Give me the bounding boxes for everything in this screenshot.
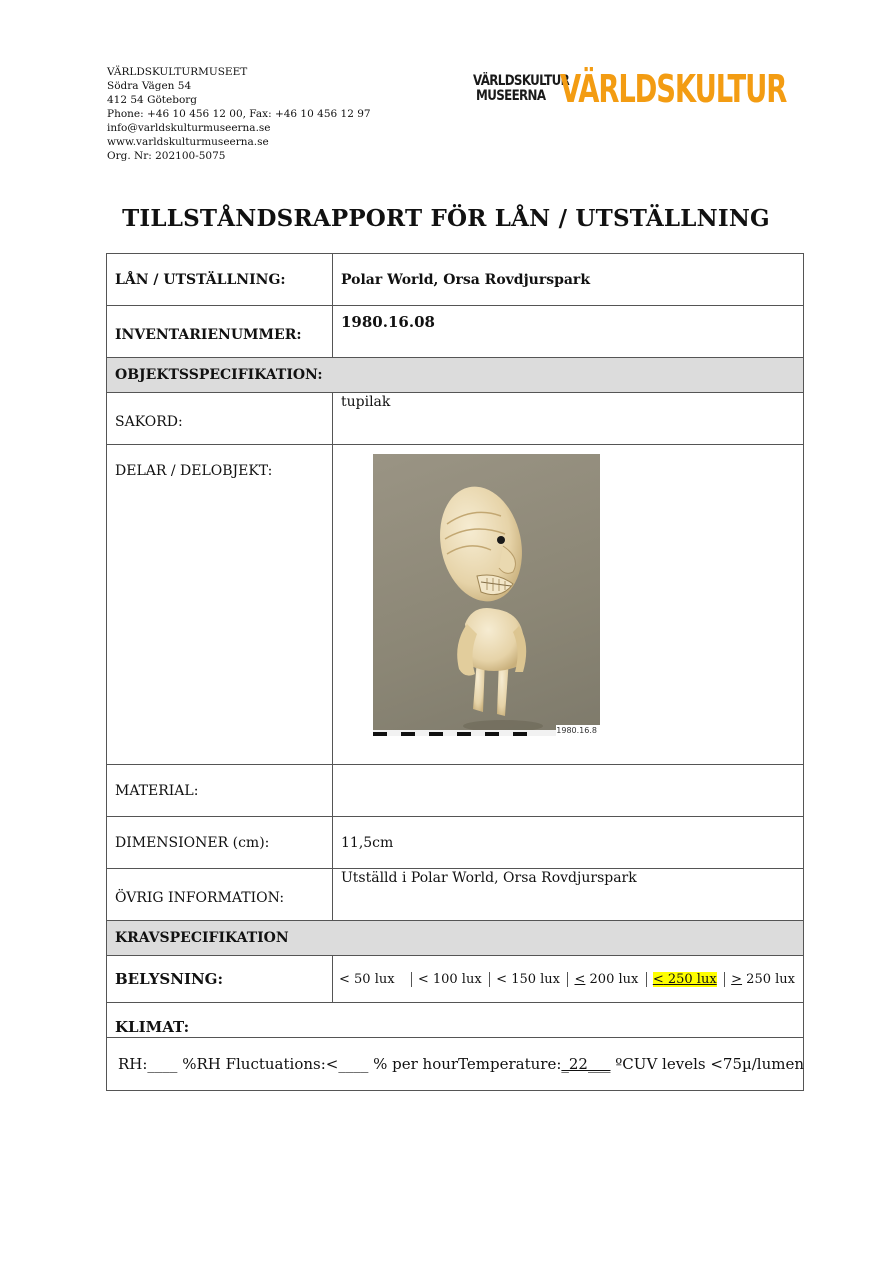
material-row [107, 765, 804, 817]
dimensions-row [107, 817, 804, 869]
condition-report-table [106, 253, 804, 1091]
requirements-section [107, 921, 804, 956]
inventory-value: 1980.16.08 [333, 306, 804, 358]
inventory-label: INVENTARIENUMMER: [107, 306, 333, 358]
lux-option-0[interactable]: < 50 lux [333, 972, 411, 987]
other-info-value: Utställd i Polar World, Orsa Rovdjurspark [333, 869, 804, 921]
inventory-row [107, 306, 804, 358]
lighting-row [107, 956, 804, 1003]
lux-option-5[interactable]: > 250 lux [731, 971, 795, 987]
climate-heading-row [107, 1003, 804, 1038]
museum-logo [473, 68, 874, 110]
sakord-label: SAKORD: [107, 393, 333, 445]
org-city: 412 54 Göteborg [107, 94, 198, 106]
parts-image-cell [333, 445, 804, 765]
sakord-row [107, 393, 804, 445]
temperature-field[interactable]: Temperature:_22___ ºC [458, 1055, 634, 1073]
org-number: Org. Nr: 202100-5075 [107, 150, 226, 162]
uv-levels-field: UV levels <75µ/lumen [633, 1055, 805, 1073]
lux-option-3[interactable]: < 200 lux [568, 972, 646, 987]
climate-label: KLIMAT: [107, 1003, 804, 1038]
tupilak-figure-image [373, 454, 600, 736]
rh-fluctuation-field[interactable]: RH Fluctuations:<____ % per hour [196, 1055, 459, 1073]
temperature-value: _22___ [561, 1055, 611, 1073]
org-phone: Phone: +46 10 456 12 00, Fax: +46 10 456 12 97 [107, 108, 371, 120]
requirements-heading: KRAVSPECIFIKATION [107, 921, 804, 956]
org-street: Södra Vägen 54 [107, 80, 192, 92]
other-info-label: ÖVRIG INFORMATION: [107, 869, 333, 921]
parts-label: DELAR / DELOBJEKT: [107, 445, 333, 765]
loan-value: Polar World, Orsa Rovdjurspark [333, 254, 804, 306]
page-title: TILLSTÅNDSRAPPORT FÖR LÅN / UTSTÄLLNING [122, 205, 770, 232]
lighting-options-cell [333, 956, 804, 1003]
other-info-row [107, 869, 804, 921]
loan-row [107, 254, 804, 306]
logo-big-text: VÄRLDSKULTUR [560, 67, 787, 111]
material-label: MATERIAL: [107, 765, 333, 817]
organization-address [107, 65, 371, 163]
dimensions-value: 11,5cm [333, 817, 804, 869]
lux-option-4[interactable]: < 250 lux [646, 972, 724, 987]
org-email[interactable]: info@varldskulturmuseerna.se [107, 122, 271, 134]
logo-small-text: VÄRLDSKULTUR MUSEERNA [473, 73, 570, 104]
climate-values-cell [107, 1038, 804, 1091]
climate-values-row [107, 1038, 804, 1091]
lux-option-1[interactable]: < 100 lux [411, 972, 489, 987]
dimensions-label: DIMENSIONER (cm): [107, 817, 333, 869]
object-spec-heading: OBJEKTSSPECIFIKATION: [107, 358, 804, 393]
object-photo [373, 454, 600, 736]
object-spec-section [107, 358, 804, 393]
lighting-label: BELYSNING: [107, 956, 333, 1003]
org-website[interactable]: www.varldskulturmuseerna.se [107, 136, 269, 148]
loan-label: LÅN / UTSTÄLLNING: [107, 254, 333, 306]
parts-row [107, 445, 804, 765]
photo-caption: 1980.16.8 [556, 726, 597, 735]
material-value [333, 765, 804, 817]
lux-options [333, 972, 803, 987]
lux-option-2[interactable]: < 150 lux [490, 972, 568, 987]
rh-field[interactable]: RH:____ % [118, 1055, 197, 1073]
org-name: VÄRLDSKULTURMUSEET [107, 66, 248, 78]
sakord-value: tupilak [333, 393, 804, 445]
